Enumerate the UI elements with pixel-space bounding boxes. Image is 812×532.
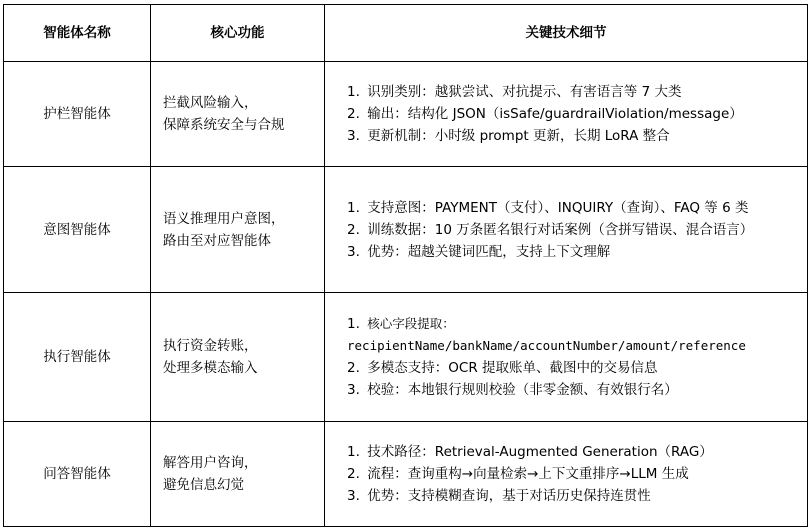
detail-item: 3. 优势：支持模糊查询，基于对话历史保持连贯性 <box>347 488 651 504</box>
function-line: 执行资金转账， <box>163 338 258 354</box>
detail-text: 识别类别：越狱尝试、对抗提示、有害语言等 7 大类 <box>367 84 682 100</box>
detail-text: 输出：结构化 JSON（isSafe/guardrailViolation/message） <box>367 106 743 122</box>
header-core-function: 核心功能 <box>151 5 325 62</box>
details-cell <box>325 62 808 167</box>
detail-text: 训练数据：10 万条匿名银行对话案例（含拼写错误、混合语言） <box>367 221 754 238</box>
details-cell <box>325 167 808 293</box>
detail-item: 2. 输出：结构化 JSON（isSafe/guardrailViolation/message） <box>347 106 743 122</box>
header-agent-name: 智能体名称 <box>4 5 151 62</box>
details-cell <box>325 422 808 527</box>
agent-name-cell: 意图智能体 <box>4 167 151 293</box>
table-row <box>4 293 808 422</box>
function-cell <box>151 167 325 293</box>
detail-text: 优势：支持模糊查询，基于对话历史保持连贯性 <box>367 488 651 504</box>
detail-item: 3. 优势：超越关键词匹配，支持上下文理解 <box>347 243 611 260</box>
detail-item: 1. 技术路径：Retrieval-Augmented Generation（RAG） <box>347 444 713 460</box>
detail-text: 优势：超越关键词匹配，支持上下文理解 <box>367 243 611 260</box>
detail-text: 技术路径：Retrieval-Augmented Generation（RAG） <box>367 444 713 460</box>
agent-name-cell: 问答智能体 <box>4 422 151 527</box>
header-row <box>4 5 808 62</box>
detail-item: 2. 训练数据：10 万条匿名银行对话案例（含拼写错误、混合语言） <box>347 221 754 238</box>
header-key-details: 关键技术细节 <box>325 5 808 62</box>
detail-text: 校验：本地银行规则校验（非零金额、有效银行名） <box>367 382 678 398</box>
detail-text: 支持意图：PAYMENT（支付）、INQUIRY（查询）、FAQ 等 6 类 <box>367 199 749 216</box>
detail-text: 流程：查询重构→向量检索→上下文重排序→LLM 生成 <box>367 466 689 482</box>
function-line: 语义推理用户意图， <box>163 210 285 227</box>
agent-name-cell: 护栏智能体 <box>4 62 151 167</box>
detail-item: 1. 识别类别：越狱尝试、对抗提示、有害语言等 7 大类 <box>347 84 682 100</box>
function-line: 保障系统安全与合规 <box>163 117 285 133</box>
table-row <box>4 167 808 293</box>
detail-item: 3. 校验：本地银行规则校验（非零金额、有效银行名） <box>347 382 678 398</box>
detail-text: 多模态支持：OCR 提取账单、截图中的交易信息 <box>367 360 658 376</box>
function-cell <box>151 422 325 527</box>
detail-text: 更新机制：小时级 prompt 更新，长期 LoRA 整合 <box>367 128 670 144</box>
agent-name-cell: 执行智能体 <box>4 293 151 422</box>
details-cell <box>325 293 808 422</box>
function-line: 处理多模态输入 <box>163 360 258 376</box>
function-line: 路由至对应智能体 <box>163 232 271 249</box>
detail-item: 2. 流程：查询重构→向量检索→上下文重排序→LLM 生成 <box>347 466 689 482</box>
function-cell <box>151 62 325 167</box>
detail-item: 1. 核心字段提取：recipientName/bankName/accountNumber/amount/reference <box>347 316 746 353</box>
function-line: 避免信息幻觉 <box>163 477 244 493</box>
table-row <box>4 422 808 527</box>
agent-table <box>3 4 808 527</box>
function-cell <box>151 293 325 422</box>
detail-item: 1. 支持意图：PAYMENT（支付）、INQUIRY（查询）、FAQ 等 6 类 <box>347 199 749 216</box>
function-line: 解答用户咨询， <box>163 455 258 471</box>
detail-item: 3. 更新机制：小时级 prompt 更新，长期 LoRA 整合 <box>347 128 670 144</box>
table-row <box>4 62 808 167</box>
detail-text: 核心字段提取：recipientName/bankName/accountNumber/amount/reference <box>347 316 746 353</box>
detail-item: 2. 多模态支持：OCR 提取账单、截图中的交易信息 <box>347 360 658 376</box>
function-line: 拦截风险输入， <box>163 95 258 111</box>
